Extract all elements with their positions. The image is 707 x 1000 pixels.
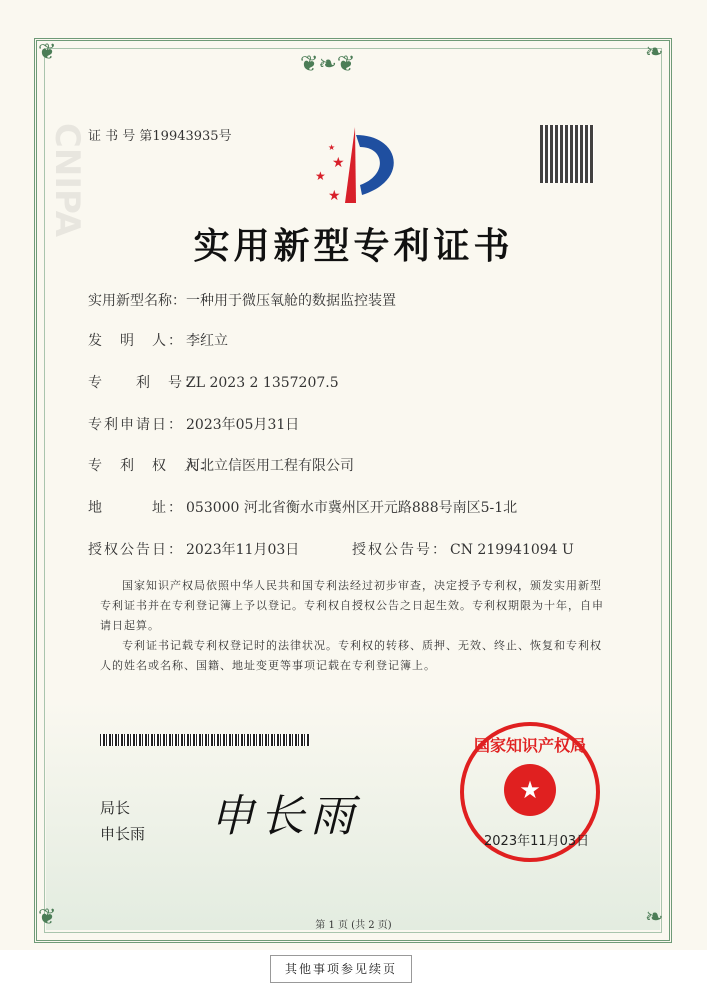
qr-code [540,125,594,183]
field-patentee: 专 利 权 人：河北立信医用工程有限公司 [88,458,354,474]
paragraph: 国家知识产权局依照中华人民共和国专利法经过初步审查，决定授予专利权，颁发实用新型专利证书并在专利登记簿上予以登记。专利权自授权公告之日起生效。专利权期限为十年，自申请日起算。 [100,579,604,632]
page-number: 第 1 页 (共 2 页) [315,920,392,931]
barcode [100,734,310,746]
page-title: 实用新型专利证书 [193,225,514,267]
corner-ornament-icon: ❦ [38,905,57,930]
top-ornament-icon: ❦❧❦ [300,52,356,77]
svg-text:★: ★ [328,143,336,152]
svg-text:★: ★ [332,155,345,171]
signatory-title: 局长 [100,799,131,817]
seal-text: 国家知识产权局 [473,736,586,755]
signature: 申长雨 [210,791,360,842]
corner-ornament-icon: ❦ [38,40,57,65]
corner-ornament-icon: ❧ [645,905,664,930]
national-emblem-icon: ★ [504,764,556,816]
corner-ornament-icon: ❧ [645,40,664,65]
field-inventor: 发 明 人： 李红立 [88,333,228,349]
svg-text:★: ★ [328,188,341,204]
watermark: CNIPA [47,122,87,238]
field-name: 实用新型名称：一种用于微压氧舱的数据监控装置 [88,293,396,309]
field-application-date: 专利申请日： 2023年05月31日 [88,417,300,433]
field-address: 地 址： 053000 河北省衡水市冀州区开元路888号南区5-1北 [88,500,518,516]
official-seal [460,722,600,862]
cnipa-logo-icon [300,125,410,205]
field-grant-date: 授权公告日： 2023年11月03日 [88,542,300,558]
certificate-number: 证 书 号 第19943935号 [88,129,232,144]
signatory-name: 申长雨 [100,825,146,843]
footer-note: 其他事项参见续页 [270,955,412,983]
field-announcement-number: 授权公告号： CN 219941094 U [352,542,574,558]
paragraph: 专利证书记载专利权登记时的法律状况。专利权的转移、质押、无效、终止、恢复和专利权人的姓名或名称、国籍、地址变更等事项记载在专利登记簿上。 [100,639,602,672]
seal-date: 2023年11月03日 [484,834,590,849]
svg-text:★: ★ [315,169,326,183]
field-patent-number: 专 利 号：ZL 2023 2 1357207.5 [88,375,339,391]
